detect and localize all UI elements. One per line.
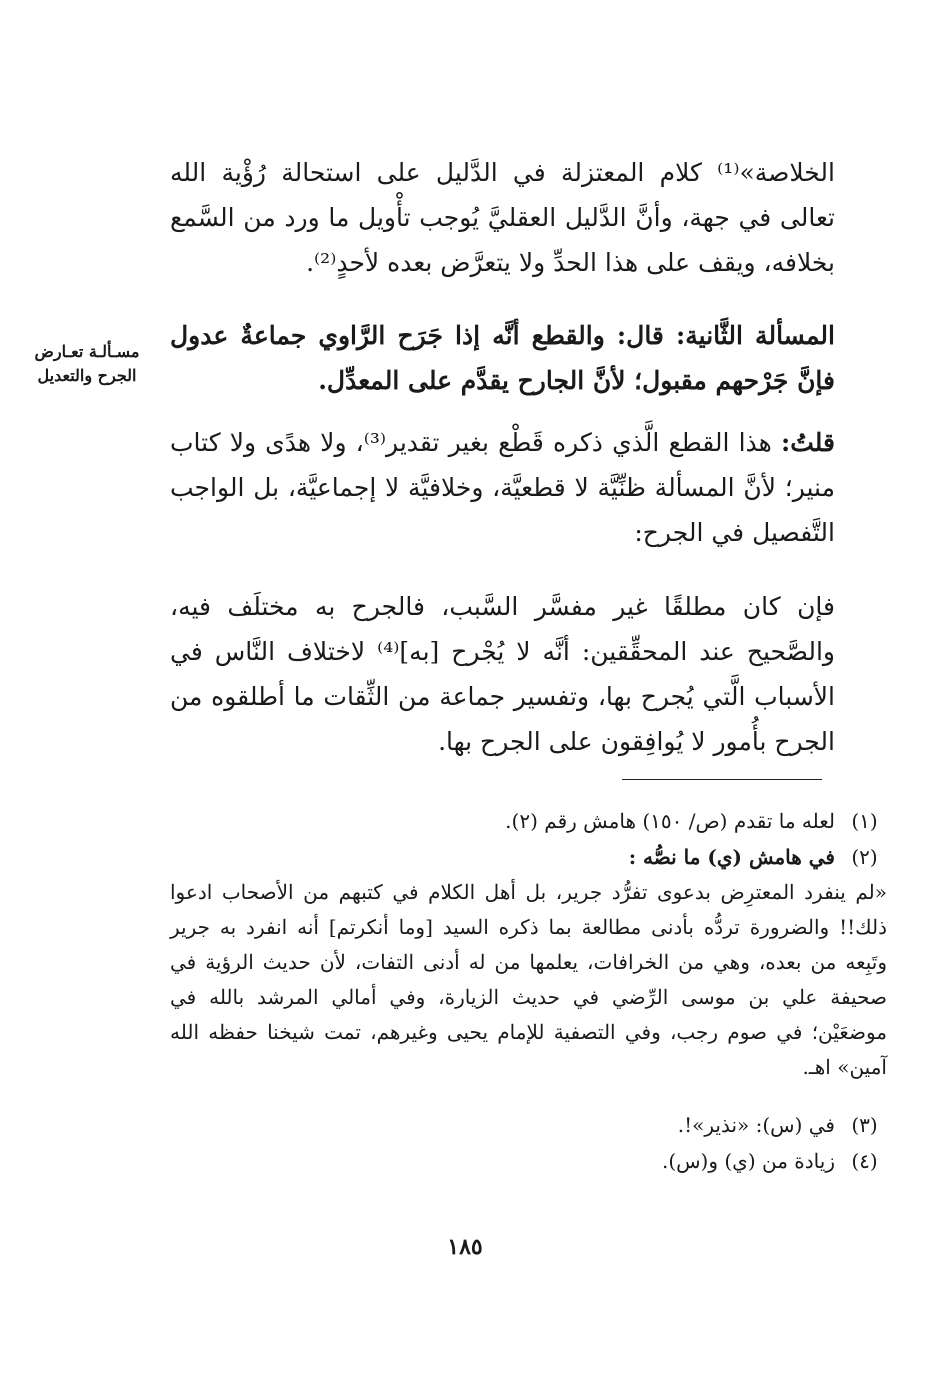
page-number: ١٨٥ — [447, 1234, 483, 1260]
footnote-3-text: في (س): «نذير»!. — [677, 1113, 835, 1137]
footnote-1 — [170, 804, 878, 839]
paragraph-1 — [170, 150, 835, 285]
paragraph-2-text: المسألة الثَّانية: قال: والقطع أنَّه إذا جَرَح الرَّاوي جماعةٌ عدول فإنَّ جَرْحهم مقبول؛ لأنَّ الجارح يقدَّم على المعدِّل. — [170, 321, 835, 395]
footnote-4-text: زيادة من (ي) و(س). — [661, 1149, 835, 1173]
footnote-2-number: (٢) — [851, 845, 878, 869]
paragraph-1-text: الخلاصة»⁽¹⁾ كلام المعتزلة في الدَّليل على استحالة رُؤْية الله تعالى في جهة، وأنَّ الدَّليل العقليَّ يُوجب تأْويل ما ورد من السَّمع بخلافه، ويقف على هذا الحدِّ ولا يتعرَّض بعده لأحدٍ⁽²⁾. — [170, 158, 835, 277]
paragraph-2 — [170, 313, 835, 403]
margin-note — [22, 340, 152, 388]
footnote-separator — [622, 779, 822, 780]
footnote-4-number: (٤) — [851, 1149, 878, 1173]
footnote-2-heading: في هامش (ي) ما نصُّه : — [628, 845, 835, 869]
footnote-3 — [170, 1108, 878, 1143]
footnote-1-text: لعله ما تقدم (ص/ ١٥٠) هامش رقم (٢). — [505, 809, 835, 833]
paragraph-4 — [170, 584, 835, 764]
paragraph-3-lead: قلتُ: — [780, 428, 835, 457]
footnote-2 — [170, 840, 887, 1085]
footnote-3-number: (٣) — [851, 1113, 878, 1137]
margin-note-text: مسـألـة تعـارض الجرح والتعديل — [34, 342, 140, 385]
paragraph-4-text: فإن كان مطلقًا غير مفسَّر السَّبب، فالجرح به مختلَف فيه، والصَّحيح عند المحقِّقين: أنَّه لا يُجْرح [به]⁽⁴⁾ لاختلاف النَّاس في الأسباب الَّتي يُجرح بها، وتفسير جماعة من الثِّقات ما أطلقوه من الجرح بأُمور لا يُوافِقون على الجرح بها. — [170, 592, 835, 756]
footnote-4 — [170, 1144, 878, 1179]
footnote-1-number: (١) — [851, 809, 878, 833]
paragraph-3 — [170, 420, 835, 555]
paragraph-3-text: هذا القطع الَّذي ذكره قَطْع بغير تقدير⁽³⁾، ولا هدًى ولا كتاب منير؛ لأنَّ المسألة ظنِّيَّة لا قطعيَّة، وخلافيَّة لا إجماعيَّة، بل الواجب التَّفصيل في الجرح: — [170, 428, 835, 547]
footnote-2-body: «لم ينفرد المعترِض بدعوى تفرُّد جرير، بل أهل الكلام في كتبهم من الأصحاب ادعوا ذلك!! والضرورة تردُّه بأدنى مطالعة بما ذكره السيد [وما أنكرتم] أنه انفرد به جرير وتَبِعه من بعده، وهي من الخرافات، يعلمها من له أدنى التفات، لأن حديث الرؤية في صحيفة علي بن موسى الرِّضي في حديث الزيارة، وفي أمالي المرشد بالله في موضعَيْن؛ في صوم رجب، وفي التصفية للإمام يحيى وغيرهم، تمت شيخنا حفظه الله آمين» اهـ. — [170, 880, 887, 1079]
